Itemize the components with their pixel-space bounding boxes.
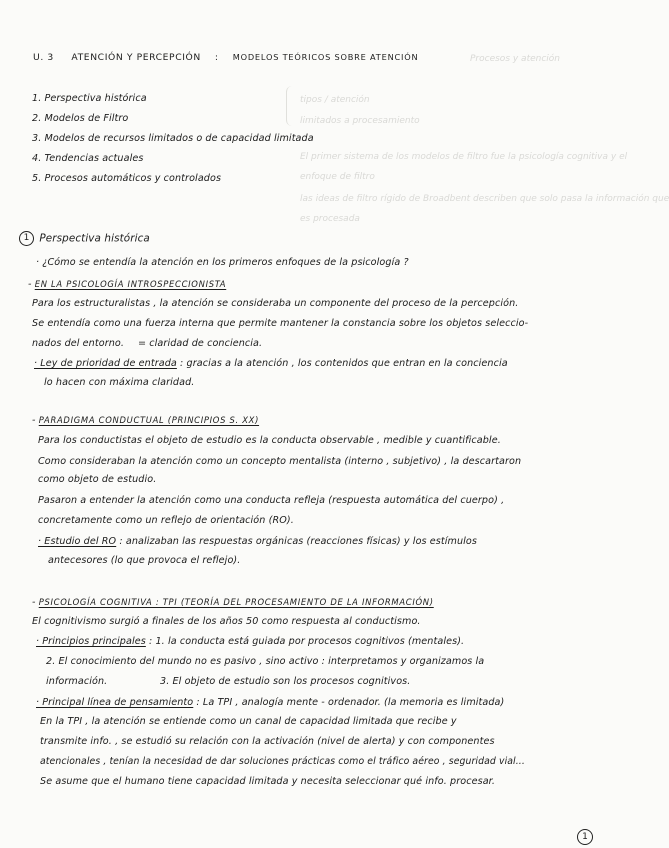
index-item: 4. Tendencias actuales — [32, 153, 144, 164]
text-line: como objeto de estudio. — [38, 474, 157, 485]
bleed-through-text: enfoque de filtro — [300, 172, 375, 182]
text-line: 3. El objeto de estudio son los procesos cognitivos. — [160, 676, 411, 687]
text-line: Se entendía como una fuerza interna que permite mantener la constancia sobre los objetos seleccio- — [32, 318, 529, 329]
index-item: 5. Procesos automáticos y controlados — [32, 173, 222, 184]
text-line: En la TPI , la atención se entiende como un canal de capacidad limitada que recibe y — [40, 716, 457, 727]
text-line: · Principal línea de pensamiento : La TPI , analogía mente - ordenador. (la memoria es limitada) — [36, 697, 505, 708]
text-line: nados del entorno. — [32, 338, 125, 349]
title-separator: : — [214, 52, 219, 63]
page-number: 1 — [577, 829, 593, 845]
text-line: · Ley de prioridad de entrada : gracias a la atención , los contenidos que entran en la conciencia — [34, 358, 508, 369]
text-line: antecesores (lo que provoca el reflejo). — [48, 555, 241, 566]
bleed-through-text: es procesada — [300, 214, 360, 224]
text-line: información. — [46, 676, 108, 687]
heading-introspeccionista: EN LA PSICOLOGÍA INTROSPECCIONISTA — [34, 279, 227, 289]
bleed-through-text: limitados a procesamiento — [300, 116, 420, 126]
section-number-circle: 1 — [19, 231, 34, 246]
text-line: Como consideraban la atención como un concepto mentalista (interno , subjetivo) , la descartaron — [38, 456, 522, 467]
text-line: = claridad de conciencia. — [138, 338, 263, 349]
text-line: lo hacen con máxima claridad. — [44, 377, 195, 388]
ley-label: · Ley de prioridad de entrada — [34, 358, 177, 369]
subsection-heading: - PSICOLOGÍA COGNITIVA : TPI (TEORÍA DEL PROCESAMIENTO DE LA INFORMACIÓN) — [32, 597, 434, 608]
subsection-heading: - PARADIGMA CONDUCTUAL (PRINCIPIOS S. XX) — [32, 415, 260, 426]
text-line: Se asume que el humano tiene capacidad limitada y necesita seleccionar qué info. procesar. — [40, 776, 495, 787]
text-line: Para los conductistas el objeto de estudio es la conducta observable , medible y cuantificable. — [38, 435, 501, 446]
index-item: 3. Modelos de recursos limitados o de capacidad limitada — [32, 133, 314, 144]
title-text: ATENCIÓN Y PERCEPCIÓN — [71, 52, 201, 63]
heading-conductual: PARADIGMA CONDUCTUAL (PRINCIPIOS S. XX) — [38, 415, 260, 425]
section-question: · ¿Cómo se entendía la atención en los primeros enfoques de la psicología ? — [36, 257, 409, 268]
text-line: Para los estructuralistas , la atención se consideraba un componente del proceso de la percepción. — [32, 298, 519, 309]
text-line: atencionales , tenían la necesidad de dar soluciones prácticas como el tráfico aéreo , seguridad vial... — [40, 756, 525, 767]
unit-label: U. 3 — [33, 52, 54, 63]
text-line: El cognitivismo surgió a finales de los años 50 como respuesta al conductismo. — [32, 616, 421, 627]
ro-label: · Estudio del RO — [38, 536, 117, 547]
bleed-through-text: tipos / atención — [300, 95, 370, 105]
index-item: 1. Perspectiva histórica — [32, 93, 147, 104]
text-line: concretamente como un reflejo de orientación (RO). — [38, 515, 294, 526]
index-item: 2. Modelos de Filtro — [32, 113, 129, 124]
principios-label: · Principios principales — [36, 636, 146, 647]
text-line: · Estudio del RO : analizaban las respuestas orgánicas (reacciones físicas) y los estímulos — [38, 536, 477, 547]
text-line: transmite info. , se estudió su relación con la activación (nivel de alerta) y con componentes — [40, 736, 495, 747]
subsection-heading: - EN LA PSICOLOGÍA INTROSPECCIONISTA — [28, 279, 227, 290]
section-title: Perspectiva histórica — [39, 232, 150, 245]
linea-label: · Principal línea de pensamiento — [36, 697, 194, 708]
text-line: Pasaron a entender la atención como una conducta refleja (respuesta automática del cuerpo) , — [38, 495, 505, 506]
bleed-through-text: Procesos y atención — [470, 54, 560, 64]
heading-cognitiva: PSICOLOGÍA COGNITIVA : TPI (TEORÍA DEL PROCESAMIENTO DE LA INFORMACIÓN) — [38, 597, 434, 607]
bleed-through-bracket — [286, 86, 295, 126]
title-subtitle: MODELOS TEÓRICOS SOBRE ATENCIÓN — [232, 52, 419, 62]
bleed-through-text: El primer sistema de los modelos de filtro fue la psicología cognitiva y el — [300, 152, 628, 162]
page-title — [33, 52, 418, 63]
section-heading — [19, 231, 150, 246]
bleed-through-text: las ideas de filtro rígido de Broadbent describen que solo pasa la información que — [300, 194, 669, 204]
text-line: · Principios principales : 1. la conducta está guiada por procesos cognitivos (mentales). — [36, 636, 465, 647]
text-line: 2. El conocimiento del mundo no es pasivo , sino activo : interpretamos y organizamos la — [46, 656, 485, 667]
